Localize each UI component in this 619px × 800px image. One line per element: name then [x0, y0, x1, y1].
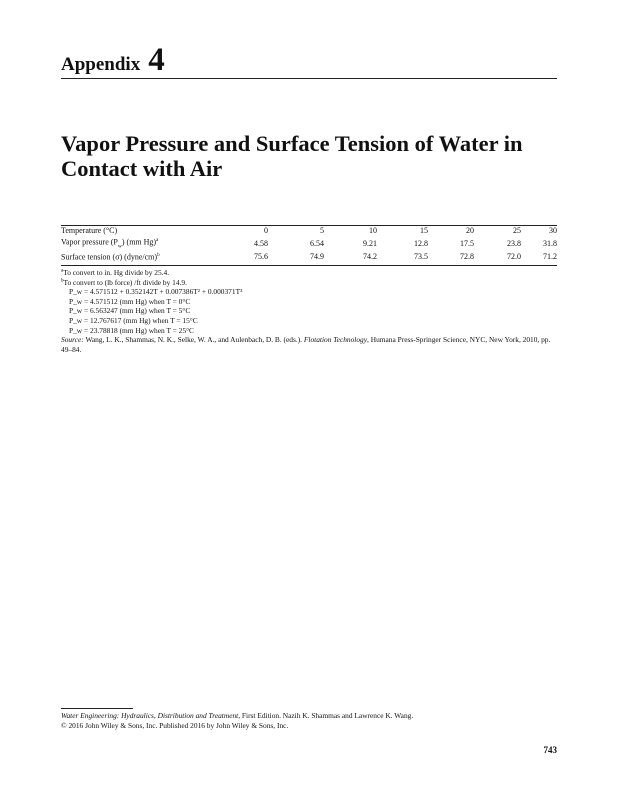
table-cell: 0 — [264, 226, 268, 235]
note-b — [61, 278, 561, 288]
note-text: To convert to in. Hg divide by 25.4. — [63, 268, 170, 277]
table-cell: 15 — [420, 226, 428, 235]
table-cell: 73.5 — [414, 252, 428, 262]
table-cell: 12.8 — [414, 238, 428, 248]
row-label-vapor-pressure — [61, 236, 201, 251]
table-cell: 17.5 — [460, 238, 474, 248]
table-cell: 72.0 — [507, 252, 521, 262]
source-citation — [61, 335, 561, 354]
footnote-marker: a — [156, 238, 159, 243]
table-cell: 30 — [549, 226, 557, 235]
table-cell: 25 — [513, 226, 521, 235]
source-label: Source: — [61, 335, 84, 345]
note-marker: a — [61, 268, 64, 274]
data-table — [61, 225, 557, 266]
row-label-tail: ) (mm Hg) — [121, 237, 157, 247]
table-cell: 31.8 — [543, 238, 557, 248]
note-marker: b — [61, 278, 64, 284]
footer-line-2: © 2016 John Wiley & Sons, Inc. Published 2016 by John Wiley & Sons, Inc. — [61, 721, 289, 730]
formula-case: P_w = 4.571512 (mm Hg) when T = 0°C — [69, 296, 191, 306]
header-rule — [61, 78, 557, 79]
table-cell: 74.9 — [310, 252, 324, 262]
table-bottom-rule — [61, 265, 557, 266]
formula-case: P_w = 23.78818 (mm Hg) when T = 25°C — [69, 325, 194, 335]
footer-book-title: Water Engineering: Hydraulics, Distribution and Treatment — [61, 711, 239, 720]
source-text-rest: , Humana Press-Springer Science, NYC, New York, 2010, pp. 49–84. — [61, 335, 551, 354]
table-row-vapor-pressure — [61, 236, 557, 251]
footer-edition: , First Edition. Nazih K. Shammas and Lawrence K. Wang. — [238, 711, 414, 720]
row-label-text: Vapor pressure (P — [61, 237, 118, 247]
table-cell: 75.6 — [254, 252, 268, 262]
source-text: Wang, L. K., Shammas, N. K., Selke, W. A., and Aulenbach, D. B. (eds.). — [85, 335, 303, 345]
appendix-word: Appendix — [61, 54, 141, 75]
table-row-temperature — [61, 226, 557, 236]
table-cell: 10 — [369, 226, 377, 235]
appendix-number: 4 — [148, 42, 165, 78]
footer-rule — [61, 708, 133, 709]
table-cell: 71.2 — [543, 252, 557, 262]
note-a — [61, 268, 561, 278]
table-cell: 20 — [466, 226, 474, 235]
table-cell: 5 — [320, 226, 324, 235]
table-cell: 6.54 — [310, 238, 324, 248]
table-row-surface-tension — [61, 251, 557, 263]
row-label-text: Surface tension (σ) (dyne/cm) — [61, 252, 158, 262]
table-cell: 74.2 — [363, 252, 377, 262]
page-number: 743 — [543, 745, 557, 755]
source-book-title: Flotation Technology — [303, 335, 368, 345]
row-label-temperature: Temperature (°C) — [61, 226, 118, 235]
page-title: Vapor Pressure and Surface Tension of Water in Contact with Air — [61, 131, 523, 181]
formula-case: P_w = 6.563247 (mm Hg) when T = 5°C — [69, 306, 191, 316]
table-notes — [61, 268, 561, 354]
footnote-marker: b — [157, 253, 160, 259]
row-label-surface-tension — [61, 251, 201, 263]
appendix-heading — [61, 44, 165, 77]
note-text: To convert to (lb force) /ft divide by 14.9. — [63, 277, 187, 287]
table-cell: 4.58 — [254, 238, 268, 248]
row-label-subscript: w — [117, 243, 122, 250]
table-cell: 72.8 — [460, 252, 474, 262]
table-cell: 23.8 — [507, 238, 521, 248]
formula-case: P_w = 12.767617 (mm Hg) when T = 15°C — [69, 315, 198, 325]
formula-line: P_w = 4.571512 + 0.352142T + 0.007386T² + 0.000371T³ — [69, 287, 243, 297]
table-cell: 9.21 — [363, 238, 377, 248]
page-footer — [61, 711, 413, 731]
footer-line-1 — [61, 711, 413, 721]
